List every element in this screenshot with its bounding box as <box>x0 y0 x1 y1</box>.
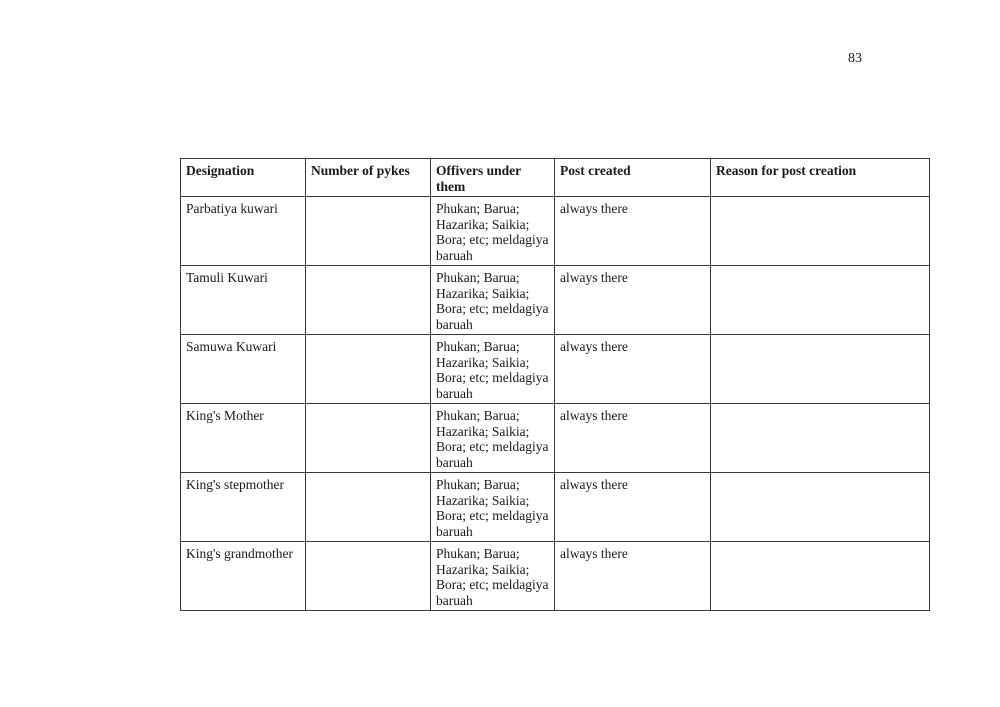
cell-reason <box>711 197 930 266</box>
cell-designation: King's grandmother <box>181 542 306 611</box>
cell-designation: King's Mother <box>181 404 306 473</box>
cell-number-of-pykes <box>306 404 431 473</box>
designation-table <box>180 158 930 611</box>
table-row <box>181 335 930 404</box>
cell-number-of-pykes <box>306 197 431 266</box>
cell-number-of-pykes <box>306 266 431 335</box>
cell-officers: Phukan; Barua; Hazarika; Saikia; Bora; etc; meldagiya baruah <box>431 473 555 542</box>
table-row <box>181 473 930 542</box>
cell-designation: Samuwa Kuwari <box>181 335 306 404</box>
cell-reason <box>711 542 930 611</box>
table-row <box>181 542 930 611</box>
cell-officers: Phukan; Barua; Hazarika; Saikia; Bora; etc; meldagiya baruah <box>431 404 555 473</box>
cell-reason <box>711 404 930 473</box>
cell-officers: Phukan; Barua; Hazarika; Saikia; Bora; etc; meldagiya baruah <box>431 335 555 404</box>
header-officers-under-them: Offivers under them <box>431 159 555 197</box>
table-row <box>181 266 930 335</box>
cell-reason <box>711 266 930 335</box>
cell-post-created: always there <box>555 335 711 404</box>
header-designation: Designation <box>181 159 306 197</box>
cell-officers: Phukan; Barua; Hazarika; Saikia; Bora; etc; meldagiya baruah <box>431 542 555 611</box>
page-number: 83 <box>848 51 862 66</box>
cell-post-created: always there <box>555 404 711 473</box>
cell-post-created: always there <box>555 473 711 542</box>
cell-designation: Tamuli Kuwari <box>181 266 306 335</box>
cell-designation: Parbatiya kuwari <box>181 197 306 266</box>
table-row <box>181 197 930 266</box>
cell-number-of-pykes <box>306 542 431 611</box>
cell-reason <box>711 335 930 404</box>
cell-post-created: always there <box>555 542 711 611</box>
header-reason-for-post-creation: Reason for post creation <box>711 159 930 197</box>
cell-officers: Phukan; Barua; Hazarika; Saikia; Bora; etc; meldagiya baruah <box>431 266 555 335</box>
cell-post-created: always there <box>555 266 711 335</box>
table-row <box>181 404 930 473</box>
cell-post-created: always there <box>555 197 711 266</box>
cell-reason <box>711 473 930 542</box>
cell-officers: Phukan; Barua; Hazarika; Saikia; Bora; etc; meldagiya baruah <box>431 197 555 266</box>
header-post-created: Post created <box>555 159 711 197</box>
cell-number-of-pykes <box>306 335 431 404</box>
table-header-row <box>181 159 930 197</box>
cell-number-of-pykes <box>306 473 431 542</box>
header-number-of-pykes: Number of pykes <box>306 159 431 197</box>
cell-designation: King's stepmother <box>181 473 306 542</box>
